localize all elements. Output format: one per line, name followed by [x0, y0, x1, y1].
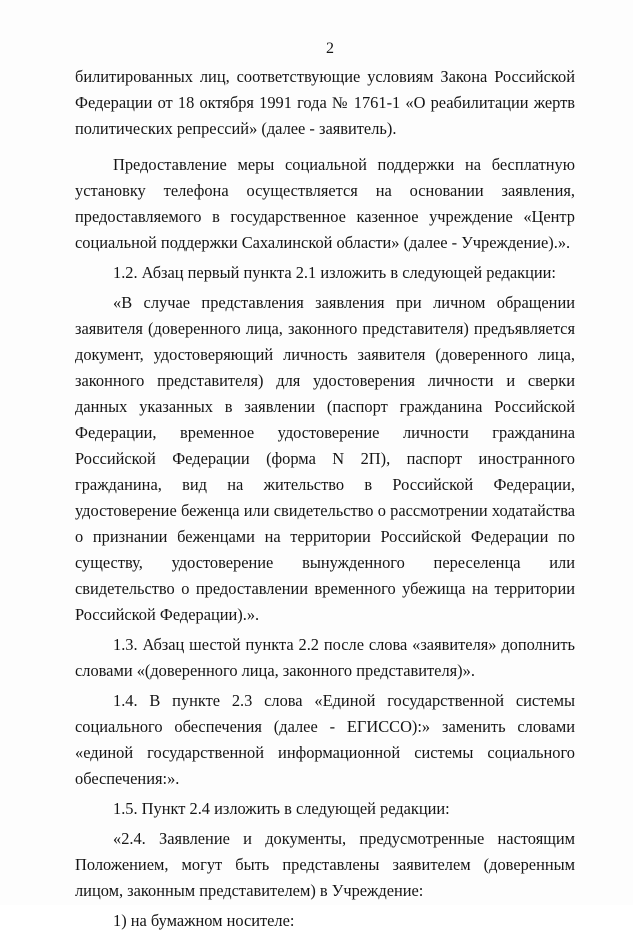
paragraph-identity-documents: «В случае представления заявления при личном обращении заявителя (доверенного лица, законного представителя) предъявляется документ, удостоверяющий личность заявителя (доверенного лица, законного представителя) для удостоверения личности и сверки данных указанных в заявлении (паспорт гражданина Российской Федерации, временное удостоверение личности гражданина Российской Федерации (форма N 2П), паспорт иностранного гражданина, вид на жительство в Российской Федерации, удостоверение беженца или свидетельство о рассмотрении ходатайства о признании беженцами на территории Российской Федерации по существу, удостоверение вынужденного переселенца или свидетельство о предоставлении временного убежища на территории Российской Федерации).». — [75, 293, 575, 624]
paragraph-paper-medium: 1) на бумажном носителе: — [113, 911, 295, 930]
paragraph-item-2-4: «2.4. Заявление и документы, предусмотренные настоящим Положением, могут быть представлены заявителем (доверенным лицом, законным представителем) в Учреждение: — [75, 829, 575, 900]
paragraph-telephone-installation: Предоставление меры социальной поддержки на бесплатную установку телефона осуществляется на основании заявления, предоставляемого в государственное казенное учреждение «Центр социальной поддержки Сахалинской области» (далее - Учреждение).». — [75, 155, 575, 252]
paragraph-item-1-2: 1.2. Абзац первый пункта 2.1 изложить в следующей редакции: — [113, 263, 556, 282]
page-number: 2 — [326, 40, 334, 57]
paragraph-item-1-5: 1.5. Пункт 2.4 изложить в следующей редакции: — [113, 799, 450, 818]
paragraph-item-1-3: 1.3. Абзац шестой пункта 2.2 после слова «заявителя» дополнить словами «(доверенного лица, законного представителя)». — [75, 635, 575, 680]
paragraph-continuation: билитированных лиц, соответствующие условиям Закона Российской Федерации от 18 октября 1991 года № 1761-1 «О реабилитации жертв политических репрессий» (далее - заявитель). — [75, 67, 575, 138]
document-body — [75, 64, 575, 934]
paragraph-item-1-4: 1.4. В пункте 2.3 слова «Единой государственной системы социального обеспечения (далее - ЕГИССО):» заменить словами «единой государственной информационной системы социального обеспечения:». — [75, 691, 575, 788]
